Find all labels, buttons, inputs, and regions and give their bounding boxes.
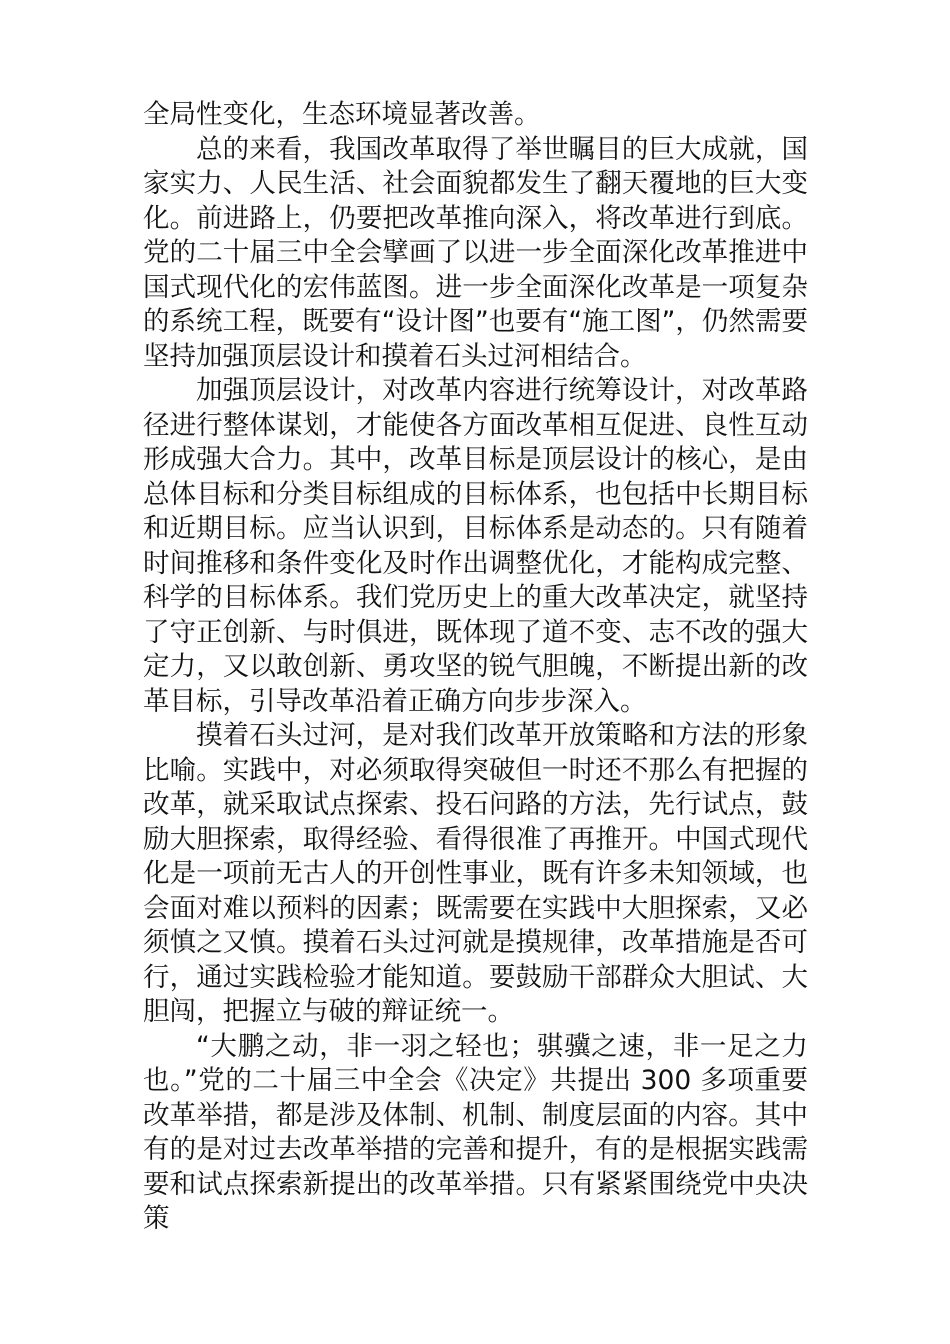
paragraph-continued: 全局性变化，生态环境显著改善。: [143, 99, 541, 130]
paragraph-crossing-river: 摸着石头过河，是对我们改革开放策略和方法的形象比喻。实践中，对必须取得突破但一时还不那么有把握的改革，就采取试点探索、投石问路的方法，先行试点，鼓励大胆探索，取得经验、看得很准了再推开。中国式现代化是一项前无古人的开创性事业，既有许多未知领域，也会面对难以预料的因素；既需要在实践中大胆探索，又必须慎之又慎。摸着石头过河就是摸规律，改革措施是否可行，通过实践检验才能知道。要鼓励干部群众大胆试、大胆闯，把握立与破的辩证统一。: [143, 720, 808, 1027]
paragraph-top-level-design: 加强顶层设计，对改革内容进行统筹设计，对改革路径进行整体谋划，才能使各方面改革相互促进、良性互动形成强大合力。其中，改革目标是顶层设计的核心，是由总体目标和分类目标组成的目标体系，也包括中长期目标和近期目标。应当认识到，目标体系是动态的。只有随着时间推移和条件变化及时作出调整优化，才能构成完整、科学的目标体系。我们党历史上的重大改革决定，就坚持了守正创新、与时俱进，既体现了道不变、志不改的强大定力，又以敢创新、勇攻坚的锐气胆魄，不断提出新的改革目标，引导改革沿着正确方向步步深入。: [143, 375, 808, 717]
document-page: [143, 98, 808, 1237]
paragraph-reform-measures: “大鹏之动，非一羽之轻也；骐骥之速，非一足之力也。”党的二十届三中全会《决定》共提出 300 多项重要改革举措，都是涉及体制、机制、制度层面的内容。其中有的是对过去改革举措的完善和提升，有的是根据实践需要和试点探索新提出的改革举措。只有紧紧围绕党中央决策: [143, 1030, 808, 1234]
paragraph-overall-achievements: 总的来看，我国改革取得了举世瞩目的巨大成就，国家实力、人民生活、社会面貌都发生了翻天覆地的巨大变化。前进路上，仍要把改革推向深入，将改革进行到底。党的二十届三中全会擘画了以进一步全面深化改革推进中国式现代化的宏伟蓝图。进一步全面深化改革是一项复杂的系统工程，既要有“设计图”也要有“施工图”，仍然需要坚持加强顶层设计和摸着石头过河相结合。: [143, 133, 808, 372]
